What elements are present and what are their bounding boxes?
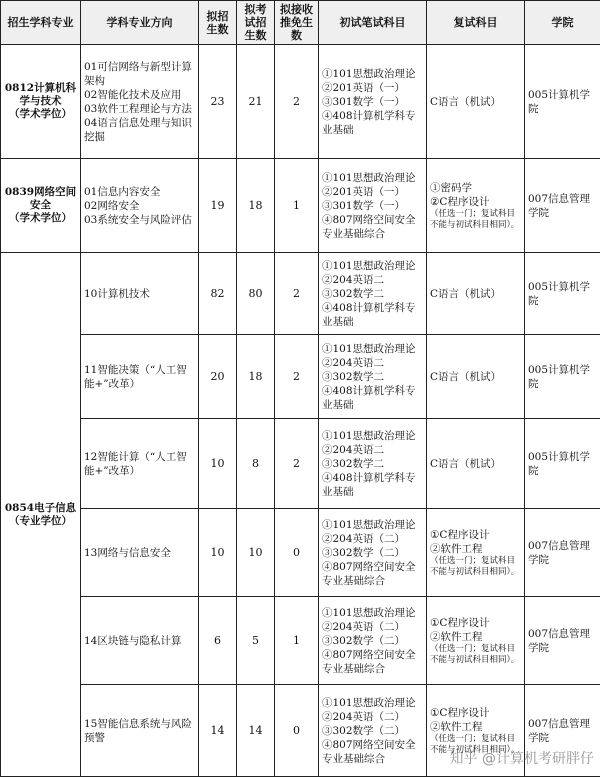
written-subject: ②204英语二 [322, 273, 423, 287]
exam-count: 80 [237, 253, 275, 335]
direction-item: 12智能计算（“人工智能+”改革） [84, 450, 195, 478]
direction-item: 10计算机技术 [84, 287, 195, 301]
direction-cell [81, 419, 199, 509]
retest-subjects-cell [427, 335, 525, 419]
retest-subject: C语言（机试） [430, 457, 521, 471]
retest-subject: ①C程序设计 [430, 706, 521, 720]
header-plan: 拟招生数 [199, 1, 237, 45]
direction-item: 01信息内容安全 [84, 185, 195, 199]
header-written: 初试笔试科目 [319, 1, 427, 45]
retest-subject: C语言（机试） [430, 95, 521, 109]
exempt-count: 0 [275, 685, 319, 777]
school-cell: 007信息管理学院 [525, 509, 600, 597]
retest-note: （任选一门；复试科目不能与初试科目相同）。 [430, 209, 521, 231]
written-subject: ①101思想政治理论 [322, 606, 423, 620]
exam-count: 5 [237, 597, 275, 685]
retest-note: （任选一门；复试科目不能与初试科目相同）。 [430, 734, 521, 756]
exam-count: 18 [237, 335, 275, 419]
school-cell: 005计算机学院 [525, 253, 600, 335]
written-subject: ①101思想政治理论 [322, 171, 423, 185]
exam-count: 18 [237, 159, 275, 253]
retest-subject: ②软件工程 [430, 720, 521, 734]
direction-cell [81, 253, 199, 335]
major-name: 0839网络空间安全 [4, 186, 77, 212]
written-subject: ④807网络空间安全专业基础综合 [322, 738, 423, 766]
retest-note: （任选一门；复试科目不能与初试科目相同）。 [430, 644, 521, 666]
direction-item: 15智能信息系统与风险预警 [84, 717, 195, 745]
written-subject: ④807网络空间安全专业基础综合 [322, 213, 423, 241]
plan-count: 20 [199, 335, 237, 419]
written-subject: ①101思想政治理论 [322, 67, 423, 81]
exempt-count: 2 [275, 419, 319, 509]
direction-item: 13网络与信息安全 [84, 546, 195, 560]
exam-count: 8 [237, 419, 275, 509]
written-subject: ②201英语（一） [322, 185, 423, 199]
major-cell [1, 253, 81, 777]
header-exempt: 拟接收推免生数 [275, 1, 319, 45]
written-subject: ③302数学（二） [322, 724, 423, 738]
written-subjects-cell [319, 685, 427, 777]
exempt-count: 1 [275, 597, 319, 685]
exempt-count: 0 [275, 509, 319, 597]
written-subject: ②204英语二 [322, 443, 423, 457]
retest-subjects-cell [427, 253, 525, 335]
retest-subject: ①密码学 [430, 181, 521, 195]
plan-count: 82 [199, 253, 237, 335]
direction-item: 03软件工程理论与方法 [84, 102, 195, 116]
school-cell: 007信息管理学院 [525, 685, 600, 777]
written-subject: ③302数学二 [322, 287, 423, 301]
table-row [1, 159, 600, 253]
plan-count: 10 [199, 509, 237, 597]
written-subjects-cell [319, 419, 427, 509]
direction-item: 03系统安全与风险评估 [84, 213, 195, 227]
plan-count: 10 [199, 419, 237, 509]
header-direction: 学科专业方向 [81, 1, 199, 45]
major-cell [1, 45, 81, 159]
written-subject: ③302数学二 [322, 457, 423, 471]
major-type: （专业学位） [4, 515, 77, 528]
exam-count: 21 [237, 45, 275, 159]
written-subject: ②201英语（一） [322, 81, 423, 95]
retest-subjects-cell [427, 419, 525, 509]
school-cell: 005计算机学院 [525, 45, 600, 159]
written-subject: ②204英语二 [322, 356, 423, 370]
written-subjects-cell [319, 253, 427, 335]
written-subject: ①101思想政治理论 [322, 429, 423, 443]
written-subject: ④408计算机学科专业基础 [322, 471, 423, 499]
written-subjects-cell [319, 45, 427, 159]
written-subject: ②204英语（二） [322, 532, 423, 546]
header-school: 学院 [525, 1, 600, 45]
school-cell: 007信息管理学院 [525, 597, 600, 685]
retest-subject: ②C程序设计 [430, 195, 521, 209]
retest-subjects-cell [427, 159, 525, 253]
header-row [1, 1, 600, 45]
written-subjects-cell [319, 597, 427, 685]
plan-count: 14 [199, 685, 237, 777]
table-row [1, 253, 600, 335]
written-subject: ④408计算机学科专业基础 [322, 384, 423, 412]
direction-cell [81, 45, 199, 159]
retest-subjects-cell [427, 597, 525, 685]
written-subject: ④807网络空间安全专业基础综合 [322, 560, 423, 588]
written-subjects-cell [319, 159, 427, 253]
header-exam: 拟考试招生数 [237, 1, 275, 45]
written-subject: ③302数学（二） [322, 634, 423, 648]
major-name: 0854电子信息 [4, 502, 77, 515]
direction-cell [81, 597, 199, 685]
written-subject: ②204英语（二） [322, 620, 423, 634]
retest-subject: ②软件工程 [430, 630, 521, 644]
school-cell: 005计算机学院 [525, 335, 600, 419]
table-row [1, 419, 600, 509]
direction-cell [81, 509, 199, 597]
exempt-count: 1 [275, 159, 319, 253]
retest-note: （任选一门；复试科目不能与初试科目相同）。 [430, 556, 521, 578]
exempt-count: 2 [275, 45, 319, 159]
retest-subject: ①C程序设计 [430, 616, 521, 630]
retest-subject: ①C程序设计 [430, 528, 521, 542]
plan-count: 19 [199, 159, 237, 253]
direction-item: 14区块链与隐私计算 [84, 634, 195, 648]
direction-cell [81, 159, 199, 253]
header-major: 招生学科专业 [1, 1, 81, 45]
written-subject: ③301数学（一） [322, 199, 423, 213]
school-cell: 005计算机学院 [525, 419, 600, 509]
direction-item: 02智能化技术及应用 [84, 88, 195, 102]
written-subjects-cell [319, 509, 427, 597]
written-subject: ①101思想政治理论 [322, 342, 423, 356]
exempt-count: 2 [275, 253, 319, 335]
direction-item: 02网络安全 [84, 199, 195, 213]
written-subject: ③302数学二 [322, 370, 423, 384]
table-row [1, 509, 600, 597]
written-subject: ④408计算机学科专业基础 [322, 109, 423, 137]
direction-item: 01可信网络与新型计算架构 [84, 60, 195, 88]
exempt-count: 2 [275, 335, 319, 419]
watermark: 知乎 @计算机考研胖仔 [450, 748, 594, 768]
written-subject: ④408计算机学科专业基础 [322, 301, 423, 329]
retest-subject: ②软件工程 [430, 542, 521, 556]
written-subject: ④807网络空间安全专业基础综合 [322, 648, 423, 676]
exam-count: 14 [237, 685, 275, 777]
table-row [1, 45, 600, 159]
direction-item: 11智能决策（“人工智能+”改革） [84, 363, 195, 391]
written-subject: ①101思想政治理论 [322, 518, 423, 532]
header-retest: 复试科目 [427, 1, 525, 45]
written-subject: ①101思想政治理论 [322, 696, 423, 710]
written-subject: ①101思想政治理论 [322, 259, 423, 273]
written-subject: ③301数学（一） [322, 95, 423, 109]
retest-subjects-cell [427, 45, 525, 159]
retest-subjects-cell [427, 509, 525, 597]
direction-cell [81, 335, 199, 419]
written-subject: ②204英语（二） [322, 710, 423, 724]
written-subjects-cell [319, 335, 427, 419]
plan-count: 6 [199, 597, 237, 685]
retest-subject: C语言（机试） [430, 287, 521, 301]
plan-count: 23 [199, 45, 237, 159]
written-subject: ③302数学（二） [322, 546, 423, 560]
exam-count: 10 [237, 509, 275, 597]
direction-cell [81, 685, 199, 777]
major-type: （学术学位） [4, 108, 77, 121]
major-name: 0812计算机科学与技术 [4, 82, 77, 108]
major-type: （学术学位） [4, 212, 77, 225]
direction-item: 04语言信息处理与知识挖掘 [84, 116, 195, 144]
table-row [1, 597, 600, 685]
major-cell [1, 159, 81, 253]
school-cell: 007信息管理学院 [525, 159, 600, 253]
retest-subject: C语言（机试） [430, 370, 521, 384]
table-row [1, 335, 600, 419]
